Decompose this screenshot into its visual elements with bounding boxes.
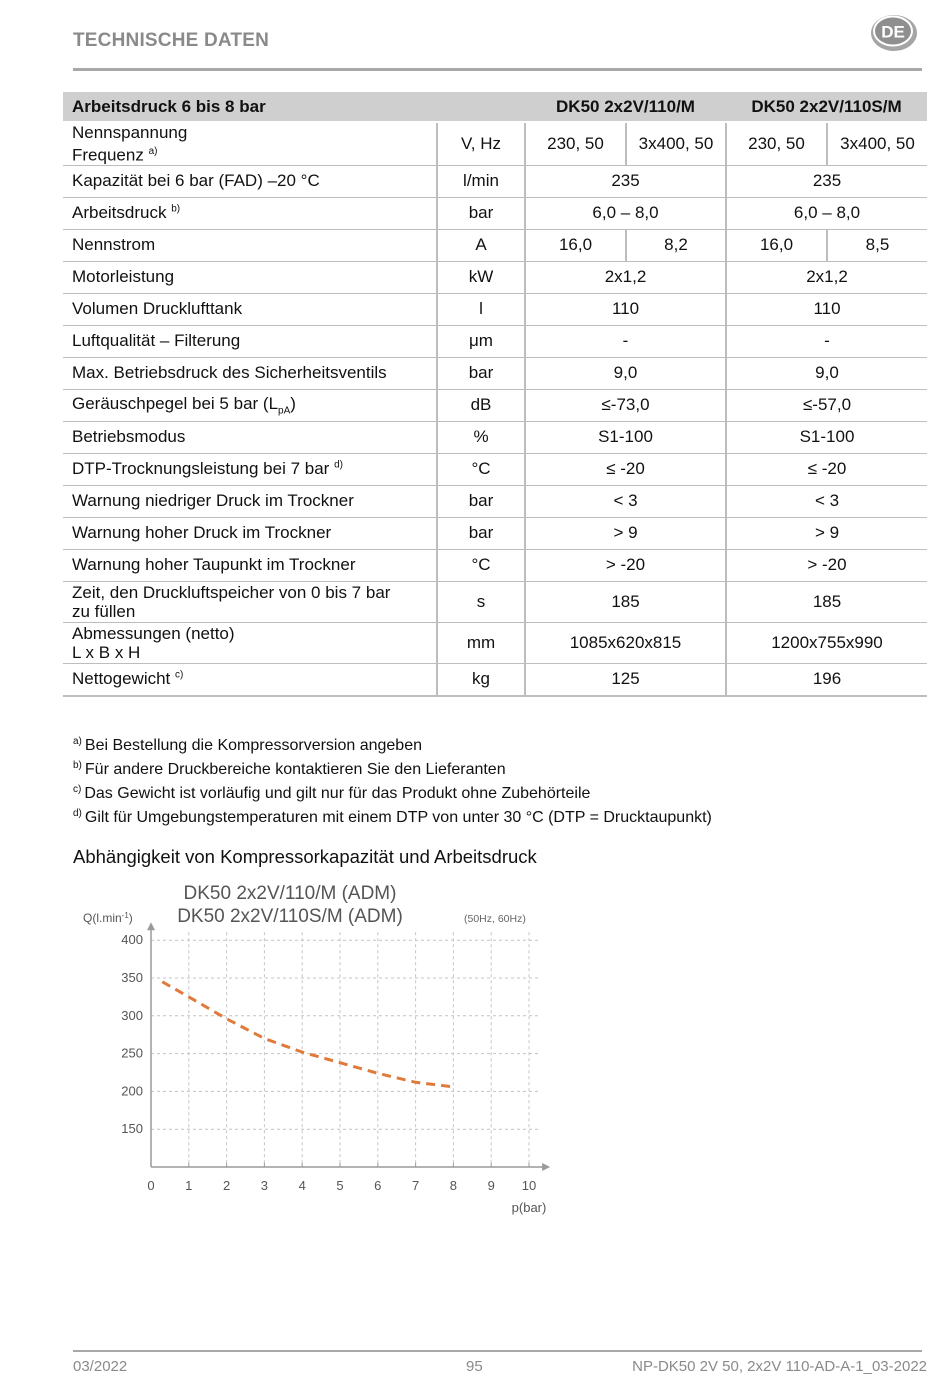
y-axis-label-text: Q(l.min <box>83 911 122 925</box>
row-label: Max. Betriebsdruck des Sicherheitsventils <box>72 363 387 383</box>
row-label: Arbeitsdruck <box>72 203 167 223</box>
row-value-a: 185 <box>525 581 726 622</box>
y-tick-label: 400 <box>121 932 143 948</box>
row-value-b: > -20 <box>726 549 927 581</box>
footnote <box>73 780 712 804</box>
y-axis-label <box>83 911 133 925</box>
y-tick-label: 200 <box>121 1083 143 1099</box>
row-label: Abmessungen (netto) <box>72 623 235 643</box>
row-label-cell <box>63 517 437 549</box>
row-footnote-mark: b) <box>171 203 181 215</box>
row-value-a: > -20 <box>525 549 726 581</box>
language-badge <box>866 12 918 52</box>
header-model-a: DK50 2x2V/110/M <box>525 92 726 122</box>
y-axis-arrow <box>147 922 155 930</box>
capacity-pressure-chart <box>73 872 593 1222</box>
y-tick-label: 300 <box>121 1007 143 1023</box>
row-label-line2: Frequenz <box>72 145 144 165</box>
row-value-b: 196 <box>726 663 927 696</box>
row-value-a2: 3x400, 50 <box>626 122 726 165</box>
row-value-b: 9,0 <box>726 357 927 389</box>
table-row <box>63 663 927 696</box>
row-label-cell <box>63 549 437 581</box>
footer-page-number: 95 <box>466 1358 483 1375</box>
footnotes <box>73 732 712 828</box>
row-unit: °C <box>437 453 525 485</box>
row-label-cell <box>63 122 437 165</box>
row-value-a: < 3 <box>525 485 726 517</box>
row-label-line2: zu füllen <box>72 601 136 621</box>
row-label-cell <box>63 622 437 663</box>
row-value-a: 1085x620x815 <box>525 622 726 663</box>
row-label: Volumen Drucklufttank <box>72 299 243 319</box>
row-label-cell <box>63 389 437 421</box>
table-row <box>63 549 927 581</box>
table-row <box>63 165 927 197</box>
row-unit: A <box>437 229 525 261</box>
row-value-b: 2x1,2 <box>726 261 927 293</box>
row-unit: l <box>437 293 525 325</box>
row-label-cell <box>63 485 437 517</box>
row-value-a: 2x1,2 <box>525 261 726 293</box>
row-value-b: ≤ -20 <box>726 453 927 485</box>
table-row <box>63 122 927 165</box>
row-label: Warnung niedriger Druck im Trockner <box>72 491 354 511</box>
footnote-mark: d) <box>73 808 82 819</box>
row-label: Zeit, den Druckluftspeicher von 0 bis 7 bar <box>72 582 391 602</box>
spec-table <box>63 92 927 697</box>
row-unit: dB <box>437 389 525 421</box>
footnote-text: Das Gewicht ist vorläufig und gilt nur für das Produkt ohne Zubehörteile <box>84 785 591 802</box>
row-label: Warnung hoher Taupunkt im Trockner <box>72 555 356 575</box>
row-unit: l/min <box>437 165 525 197</box>
page-title: TECHNISCHE DATEN <box>73 30 270 51</box>
row-unit: s <box>437 581 525 622</box>
table-row <box>63 293 927 325</box>
row-label: Betriebsmodus <box>72 427 186 447</box>
row-label-line2: L x B x H <box>72 642 141 662</box>
y-tick-label: 250 <box>121 1045 143 1061</box>
row-unit: % <box>437 421 525 453</box>
row-unit: °C <box>437 549 525 581</box>
footnote-mark: a) <box>73 736 82 747</box>
row-label-cell <box>63 325 437 357</box>
row-label-cell <box>63 293 437 325</box>
footnote-mark: b) <box>73 760 82 771</box>
y-tick-label: 150 <box>121 1121 143 1137</box>
table-row <box>63 485 927 517</box>
table-row <box>63 581 927 622</box>
table-row <box>63 389 927 421</box>
row-label: Motorleistung <box>72 267 175 287</box>
header-rule <box>73 68 922 71</box>
row-footnote-mark: d) <box>334 459 343 471</box>
row-unit: kg <box>437 663 525 696</box>
x-tick-label: 10 <box>521 1178 537 1193</box>
table-row <box>63 197 927 229</box>
row-label: Nettogewicht <box>72 669 171 689</box>
language-badge-text: DE <box>881 22 905 42</box>
header-model-b: DK50 2x2V/110S/M <box>726 92 927 122</box>
table-row <box>63 421 927 453</box>
row-unit: bar <box>437 197 525 229</box>
row-value-a: ≤-73,0 <box>525 389 726 421</box>
row-label: Nennstrom <box>72 235 156 255</box>
footnote <box>73 756 712 780</box>
row-value-b2: 8,5 <box>827 229 927 261</box>
y-axis-label-sup: -1 <box>121 911 129 920</box>
row-value-a2: 8,2 <box>626 229 726 261</box>
row-unit: bar <box>437 357 525 389</box>
table-row <box>63 622 927 663</box>
row-value-b2: 3x400, 50 <box>827 122 927 165</box>
footnote-text: Für andere Druckbereiche kontaktieren Sie den Lieferanten <box>84 761 506 778</box>
row-value-b: > 9 <box>726 517 927 549</box>
row-value-b1: 230, 50 <box>726 122 827 165</box>
chart-subtitle: (50Hz, 60Hz) <box>464 913 526 925</box>
row-value-a: 6,0 – 8,0 <box>525 197 726 229</box>
row-label-cell <box>63 663 437 696</box>
footnote-text: Bei Bestellung die Kompressorversion angeben <box>84 737 422 754</box>
row-value-b: 6,0 – 8,0 <box>726 197 927 229</box>
x-tick-label: 0 <box>147 1178 155 1193</box>
table-row <box>63 357 927 389</box>
footer-rule <box>73 1350 922 1352</box>
row-label-sub: pA <box>278 405 291 417</box>
x-tick-label: 7 <box>411 1178 420 1193</box>
row-value-a: > 9 <box>525 517 726 549</box>
footnote <box>73 732 712 756</box>
header-unit <box>437 92 525 122</box>
chart-caption: Abhängigkeit von Kompressorkapazität und Arbeitsdruck <box>73 846 537 867</box>
row-label: Warnung hoher Druck im Trockner <box>72 523 332 543</box>
row-label: Luftqualität – Filterung <box>72 331 241 351</box>
row-unit: mm <box>437 622 525 663</box>
chart-title-line2: DK50 2x2V/110S/M (ADM) <box>177 906 403 927</box>
x-tick-label: 1 <box>185 1178 193 1193</box>
x-tick-label: 5 <box>336 1178 344 1193</box>
row-value-b: - <box>726 325 927 357</box>
row-unit: bar <box>437 517 525 549</box>
series-line <box>162 982 453 1087</box>
x-tick-label: 2 <box>222 1178 231 1193</box>
x-tick-label: 9 <box>487 1178 495 1193</box>
x-tick-label: 6 <box>374 1178 382 1193</box>
row-value-a: 235 <box>525 165 726 197</box>
row-label-cell <box>63 421 437 453</box>
row-label-cell <box>63 453 437 485</box>
row-value-a: 125 <box>525 663 726 696</box>
row-label-cell <box>63 165 437 197</box>
row-label-cell <box>63 197 437 229</box>
footer-date: 03/2022 <box>73 1358 128 1375</box>
row-value-a: 110 <box>525 293 726 325</box>
footer-doc-id: NP-DK50 2V 50, 2x2V 110-AD-A-1_03-2022 <box>632 1358 927 1375</box>
row-value-a: S1-100 <box>525 421 726 453</box>
y-tick-label: 350 <box>121 970 143 985</box>
row-value-b: ≤-57,0 <box>726 389 927 421</box>
row-label-end: ) <box>290 393 296 413</box>
row-unit: kW <box>437 261 525 293</box>
row-label-cell <box>63 581 437 622</box>
row-unit: V, Hz <box>437 122 525 165</box>
row-value-b: S1-100 <box>726 421 927 453</box>
footnote <box>73 804 712 828</box>
row-label: Geräuschpegel bei 5 bar (L <box>72 393 279 413</box>
table-row <box>63 261 927 293</box>
x-axis-arrow <box>542 1163 550 1171</box>
row-label-cell <box>63 261 437 293</box>
table-header-row <box>63 92 927 122</box>
table-row <box>63 453 927 485</box>
x-tick-label: 3 <box>260 1178 269 1193</box>
row-value-b: 185 <box>726 581 927 622</box>
chart-title-line1: DK50 2x2V/110/M (ADM) <box>183 883 397 904</box>
row-label: DTP-Trocknungsleistung bei 7 bar <box>72 459 330 479</box>
row-value-a1: 16,0 <box>525 229 626 261</box>
row-value-b: < 3 <box>726 485 927 517</box>
row-unit: μm <box>437 325 525 357</box>
row-footnote-mark: a) <box>148 146 158 157</box>
row-label: Kapazität bei 6 bar (FAD) –20 °C <box>72 171 320 191</box>
row-value-a1: 230, 50 <box>525 122 626 165</box>
row-footnote-mark: c) <box>175 669 184 681</box>
header-label: Arbeitsdruck 6 bis 8 bar <box>63 92 437 122</box>
table-row <box>63 229 927 261</box>
spec-table-body <box>63 92 927 696</box>
row-value-a: 9,0 <box>525 357 726 389</box>
footnote-mark: c) <box>73 784 82 795</box>
x-axis-label: p(bar) <box>511 1200 547 1215</box>
y-axis-label-end: ) <box>128 911 133 925</box>
row-unit: bar <box>437 485 525 517</box>
row-value-b: 110 <box>726 293 927 325</box>
row-label-cell <box>63 229 437 261</box>
x-tick-label: 8 <box>449 1178 458 1193</box>
x-tick-label: 4 <box>298 1178 306 1193</box>
row-value-b1: 16,0 <box>726 229 827 261</box>
row-value-b: 1200x755x990 <box>726 622 927 663</box>
footnote-text: Gilt für Umgebungstemperaturen mit einem DTP von unter 30 °C (DTP = Drucktaupunkt) <box>84 809 712 826</box>
row-label-cell <box>63 357 437 389</box>
row-value-a: ≤ -20 <box>525 453 726 485</box>
table-row <box>63 517 927 549</box>
row-label: Nennspannung <box>72 123 188 142</box>
row-value-a: - <box>525 325 726 357</box>
table-row <box>63 325 927 357</box>
row-value-b: 235 <box>726 165 927 197</box>
